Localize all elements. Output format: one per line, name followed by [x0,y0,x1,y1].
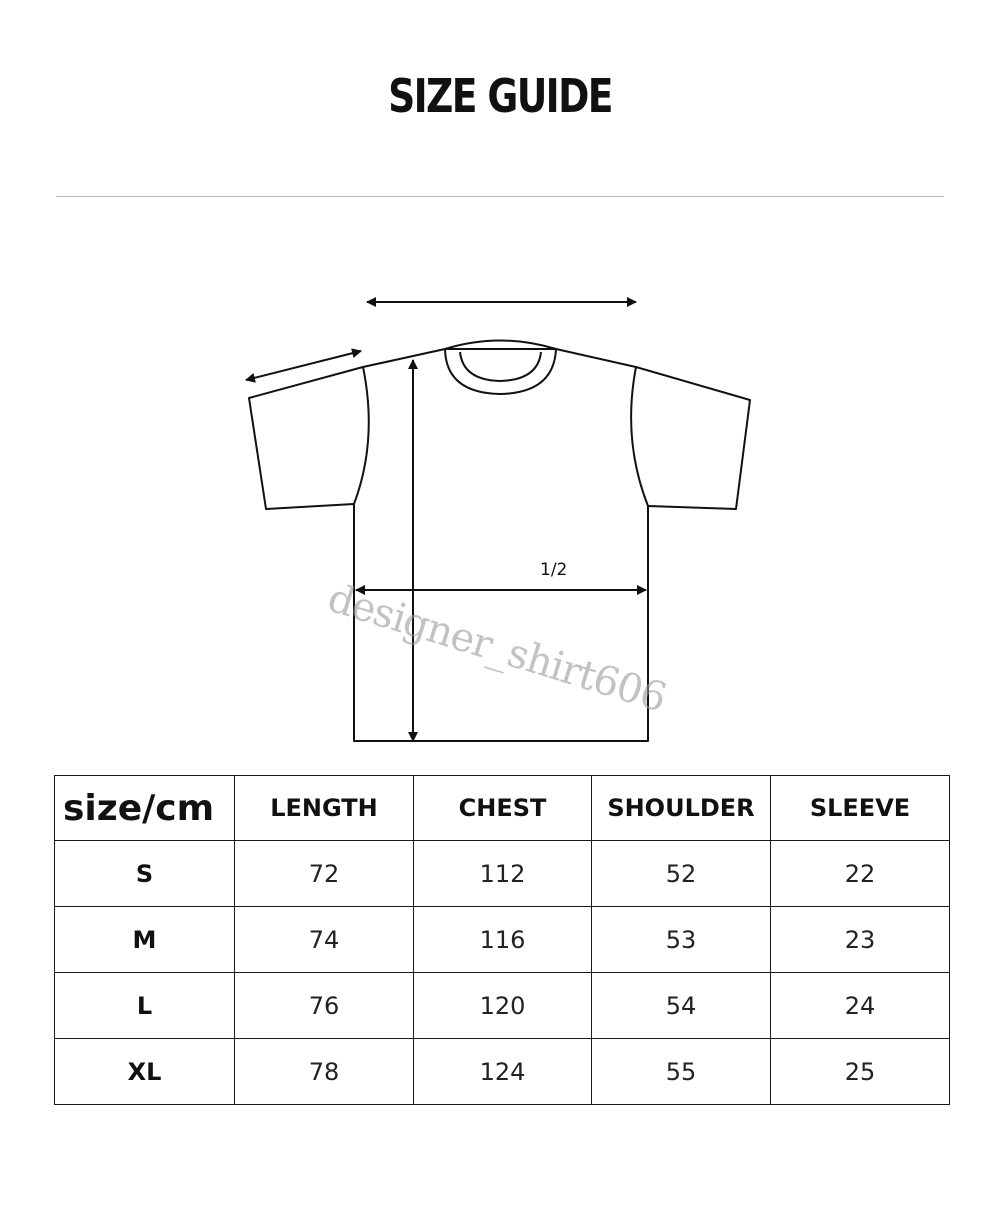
chest-cell: 112 [414,841,592,907]
table-row [55,841,950,907]
collar-inner [460,352,541,381]
size-table [54,775,950,1105]
shoulder-cell: 55 [592,1039,771,1105]
watermark: designer_shirt606 [322,575,672,722]
chest-cell: 120 [414,973,592,1039]
header-shoulder: SHOULDER [592,776,771,841]
table-row [55,907,950,973]
right-sleeve-seam [631,367,648,506]
shoulder-cell: 54 [592,973,771,1039]
table-header-row [55,776,950,841]
length-cell: 78 [235,1039,414,1105]
table-row [55,1039,950,1105]
size-cell: XL [55,1039,235,1105]
page-title: SIZE GUIDE [388,69,612,123]
sleeve-arrow-icon [246,351,361,380]
size-cell: M [55,907,235,973]
length-cell: 76 [235,973,414,1039]
size-cell: S [55,841,235,907]
table-row [55,973,950,1039]
size-cell: L [55,973,235,1039]
chest-cell: 116 [414,907,592,973]
tshirt-outline-icon [249,349,750,741]
chest-cell: 124 [414,1039,592,1105]
sleeve-cell: 24 [771,973,950,1039]
header-sleeve: SLEEVE [771,776,950,841]
shoulder-cell: 53 [592,907,771,973]
left-sleeve-seam [354,367,369,504]
sleeve-cell: 22 [771,841,950,907]
shoulder-cell: 52 [592,841,771,907]
header-length: LENGTH [235,776,414,841]
header-chest: CHEST [414,776,592,841]
length-cell: 74 [235,907,414,973]
length-cell: 72 [235,841,414,907]
sleeve-cell: 23 [771,907,950,973]
header-size: size/cm [55,776,235,841]
chest-label: 1/2 [540,560,568,580]
sleeve-cell: 25 [771,1039,950,1105]
